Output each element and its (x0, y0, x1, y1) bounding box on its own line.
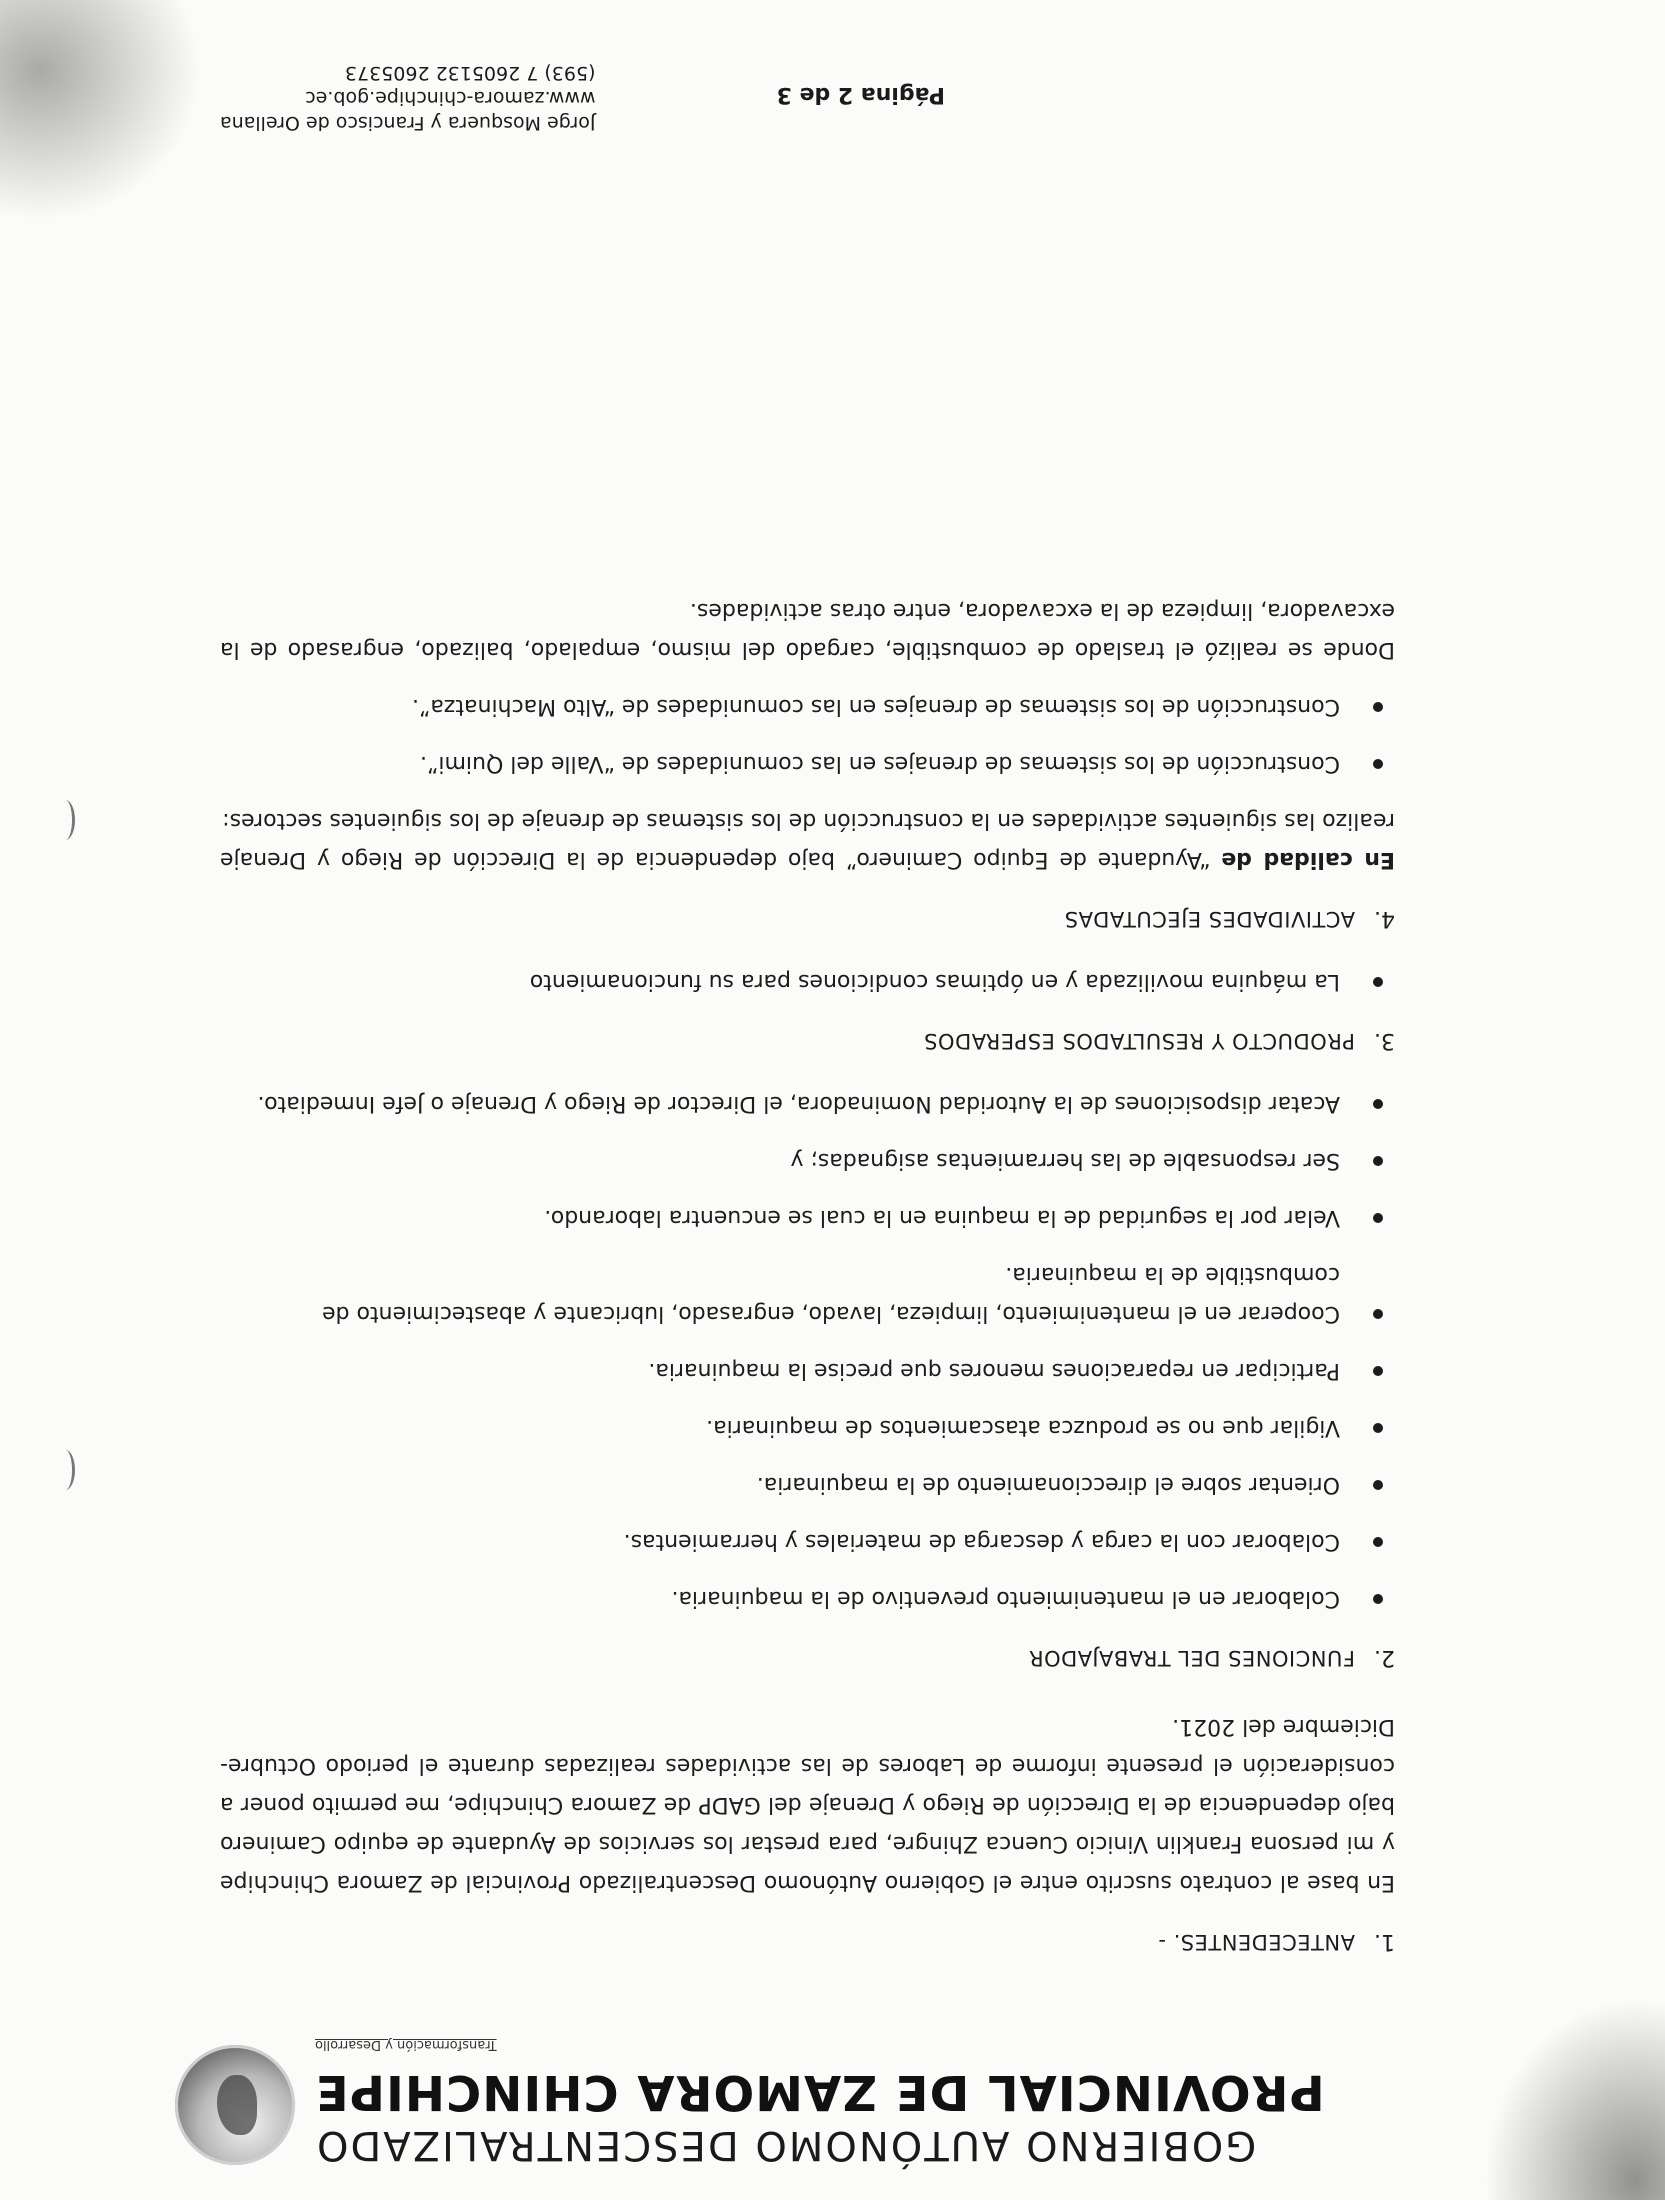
list-item: Colaborar en el mantenimiento preventivo de la maquinaria. (220, 1579, 1395, 1618)
scan-shadow-bottom (0, 0, 200, 220)
bullet-icon (1373, 977, 1383, 987)
report-body (220, 591, 1395, 1985)
section-title: PRODUCTO Y RESULTADOS ESPERADOS (923, 1029, 1355, 1053)
list-item: Ser responsable de las herramientas asignadas; y (220, 1141, 1395, 1180)
section-heading-producto: 3. PRODUCTO Y RESULTADOS ESPERADOS (220, 1021, 1395, 1060)
section-title: ANTECEDENTES. - (1157, 1930, 1355, 1954)
list-item: La máquina movilizada y en óptimas condiciones para su funcionamiento (220, 962, 1395, 1001)
bullet-icon (1373, 1366, 1383, 1376)
bullet-icon (1373, 1423, 1383, 1433)
actividades-closing: Donde se realizó el traslado de combustible, cargado del mismo, empalado, balizado, engrasado de la excavadora, limpieza de la excavadora, entre otras actividades. (220, 598, 1395, 662)
list-item: Construcción de los sistemas de drenajes en las comunidades de “Alto Machinatza”. (220, 687, 1395, 726)
letterhead (165, 2020, 1465, 2170)
list-item: Participar en reparaciones menores que precise la maquinaria. (220, 1351, 1395, 1390)
list-item: Cooperar en el mantenimiento, limpieza, lavado, engrasado, lubricante y abastecimiento de combustible de la maquinaria. (220, 1255, 1395, 1333)
section-heading-antecedentes: 1. ANTECEDENTES. - (220, 1922, 1395, 1961)
section-heading-actividades: 4. ACTIVIDADES EJECUTADAS (220, 899, 1395, 938)
contact-block (220, 60, 595, 135)
bullet-icon (1373, 1213, 1383, 1223)
list-item: Velar por la seguridad de la maquina en la cual se encuentra laborando. (220, 1198, 1395, 1237)
org-name-line2: PROVINCIAL DE ZAMORA CHINCHIPE (315, 2064, 1325, 2120)
bullet-icon (1373, 1156, 1383, 1166)
actividades-list (220, 687, 1395, 783)
list-item: Construcción de los sistemas de drenajes en las comunidades de “Valle del Quimi”. (220, 744, 1395, 783)
funciones-list (220, 1084, 1395, 1618)
punch-hole-mark (56, 800, 75, 840)
section-heading-funciones: 2. FUNCIONES DEL TRABAJADOR (220, 1638, 1395, 1677)
bullet-icon (1373, 1480, 1383, 1490)
section-title: ACTIVIDADES EJECUTADAS (1064, 907, 1355, 931)
website: www.zamora-chinchipe.gob.ec (305, 87, 596, 109)
list-item: Orientar sobre el direccionamiento de la maquinaria. (220, 1465, 1395, 1504)
bullet-icon (1373, 1594, 1383, 1604)
section-title: FUNCIONES DEL TRABAJADOR (1028, 1646, 1355, 1670)
list-item: Colaborar con la carga y descarga de materiales y herramientas. (220, 1522, 1395, 1561)
page-number: Página 2 de 3 (776, 82, 945, 107)
org-name-line1: GOBIERNO AUTÓNOMO DESCENTRALIZADO (315, 2122, 1257, 2168)
actividades-intro: En calidad de “Ayudante de Equipo Caminero” bajo dependencia de la Dirección de Riego y Drenaje realizo las siguientes actividades en la construcción de los sistemas de drenaje de los siguientes sectores: (220, 808, 1395, 872)
bullet-icon (1373, 702, 1383, 712)
producto-list (220, 962, 1395, 1001)
bullet-icon (1373, 1099, 1383, 1109)
list-item: Acatar disposiciones de la Autoridad Nominadora, el Director de Riego y Drenaje o Jefe Inmediato. (220, 1084, 1395, 1123)
address: Jorge Mosquera y Francisco de Orellana (220, 112, 596, 134)
bullet-icon (1373, 1309, 1383, 1319)
phone: (593) 7 2605132 2605373 (344, 62, 596, 84)
scan-shadow-top (1485, 2000, 1665, 2200)
org-tagline: Transformación y Desarrollo (315, 2037, 497, 2052)
punch-hole-mark (56, 1450, 75, 1490)
page-footer (220, 35, 1395, 135)
list-item: Vigilar que no se produzca atascamientos de maquinaria. (220, 1408, 1395, 1447)
gadp-logo-icon (175, 2045, 295, 2165)
bullet-icon (1373, 1537, 1383, 1547)
antecedentes-paragraph: En base al contrato suscrito entre el Gobierno Autónomo Descentralizado Provincial de Zamora Chinchipe y mi persona Franklin Vinicio Cuenca Zhingre, para prestar los servicios de Ayudante de equipo Caminero bajo dependencia de la Dirección de Riego y Drenaje del GADP de Zamora Chinchipe, me permito poner a consideración el presente informe de Labores de las actividades realizadas durante el periodo Octubre-Diciembre del 2021. (220, 1714, 1395, 1895)
bullet-icon (1373, 759, 1383, 769)
